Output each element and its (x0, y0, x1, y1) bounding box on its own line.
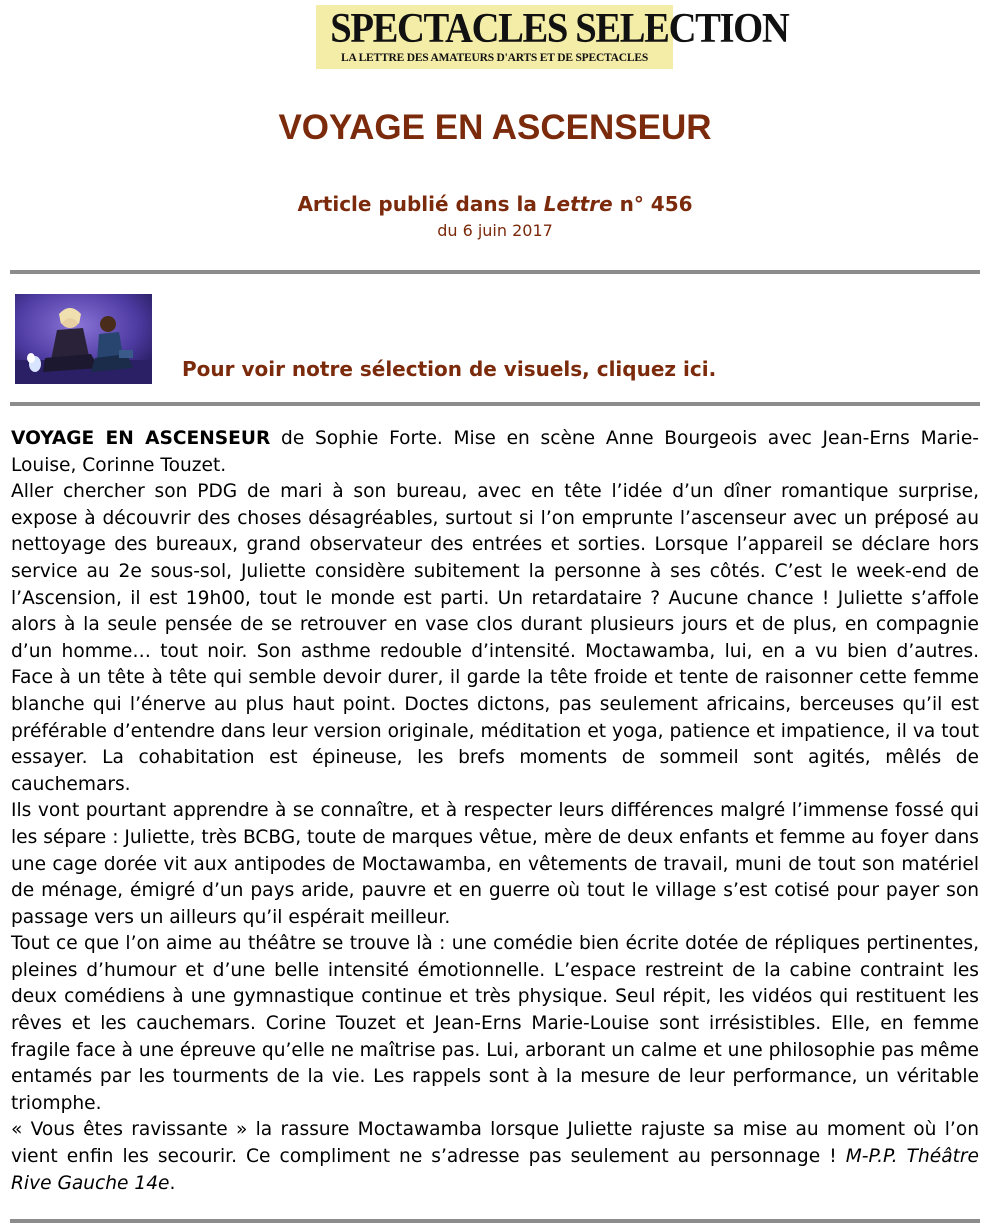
visuals-link[interactable]: Pour voir notre sélection de visuels, cliquez ici. (182, 357, 717, 381)
article-paragraph: Tout ce que l’on aime au théâtre se trouve là : une comédie bien écrite dotée de répliques pertinentes, pleines d’humour et d’une belle intensité émotionnelle. L’espace restreint de la cabine contraint les deux comédiens à une gymnastique continue et très physique. Seul répit, les vidéos qui restituent les rêves et les cauchemars. Corine Touzet et Jean-Erns Marie-Louise sont irrésistibles. Elle, en femme fragile face à une épreuve qu’elle ne maîtrise pas. Lui, arborant un calme et une philosophie pas même entamés par les tourments de la vie. Les rappels sont à la mesure de leur performance, un véritable triomphe. (11, 933, 979, 1114)
visuals-thumbnail[interactable] (15, 294, 152, 384)
logo-subtitle: LA LETTRE DES AMATEURS D'ARTS ET DE SPECTACLES (340, 52, 649, 64)
closing-text: « Vous êtes ravissante » la rassure Moctawamba lorsque Juliette rajuste sa mise au moment où l’on vient enfin les secourir. Ce compliment ne s’adresse pas seulement au personnage ! (11, 1119, 979, 1168)
article-intro (11, 426, 979, 479)
article-paragraph: Aller chercher son PDG de mari à son bureau, avec en tête l’idée d’un dîner romantique surprise, expose à découvrir des choses désagréables, surtout si l’on emprunte l’ascenseur avec un préposé au nettoyage des bureaux, grand observateur des entrées et sorties. Lorsque l’appareil se déclare hors service au 2e sous-sol, Juliette considère subitement la personne à ses côtés. C’est le week-end de l’Ascension, il est 19h00, tout le monde est parti. Un retardataire ? Aucune chance ! Juliette s’affole alors à la seule pensée de se retrouver en vase clos durant plusieurs jours et de plus, en compagnie d’un homme… tout noir. Son asthme redouble d’intensité. Moctawamba, lui, en a vu bien d’autres. Face à un tête à tête qui semble devoir durer, il garde la tête froide et tente de raisonner cette femme blanche qui l’énerve au plus haut point. Doctes dictons, pas seulement africains, berceuses qu’il est préférable d’entendre dans leur version originale, méditation et yoga, patience et impatience, il va tout essayer. La cohabitation est épineuse, les brefs moments de sommeil sont agités, mêlés de cauchemars. (11, 481, 979, 795)
publication-prefix: Article publié dans la (297, 192, 544, 216)
theatre-name: Théâtre Rive Gauche 14e (11, 1146, 979, 1194)
divider (10, 402, 980, 406)
article-paragraph: Ils vont pourtant apprendre à se connaître, et à respecter leurs différences malgré l’immense fossé qui les sépare : Juliette, très BCBG, toute de marques vêtue, mère de deux enfants et femme au foyer dans une cage dorée vit aux antipodes de Moctawamba, en vêtements de travail, muni de tout son matériel de ménage, émigré d’un pays aride, pauvre et en guerre où tout le village s’est cotisé pour payer son passage vers un ailleurs qu’il espérait meilleur. (11, 800, 979, 928)
author-signature: M-P.P. (845, 1146, 898, 1168)
publication-line (0, 191, 990, 217)
article-closing (11, 1117, 979, 1197)
article-intro-credits: de Sophie Forte. Mise en scène Anne Bourgeois avec Jean-Erns Marie-Louise, Corinne Touzet. (11, 428, 979, 476)
article-intro-title: VOYAGE EN ASCENSEUR (11, 428, 271, 449)
closing-period: . (169, 1172, 176, 1194)
publication-lettre: Lettre (543, 192, 613, 216)
stage-photo (15, 294, 152, 384)
site-logo[interactable] (316, 5, 789, 69)
logo-title: SPECTACLES SELECTION (330, 6, 789, 52)
page-title: VOYAGE EN ASCENSEUR (278, 108, 712, 147)
publication-date: du 6 juin 2017 (437, 221, 553, 240)
publication-number: n° 456 (612, 192, 693, 216)
divider (10, 1219, 980, 1223)
divider (10, 270, 980, 274)
article-body (11, 426, 979, 1197)
